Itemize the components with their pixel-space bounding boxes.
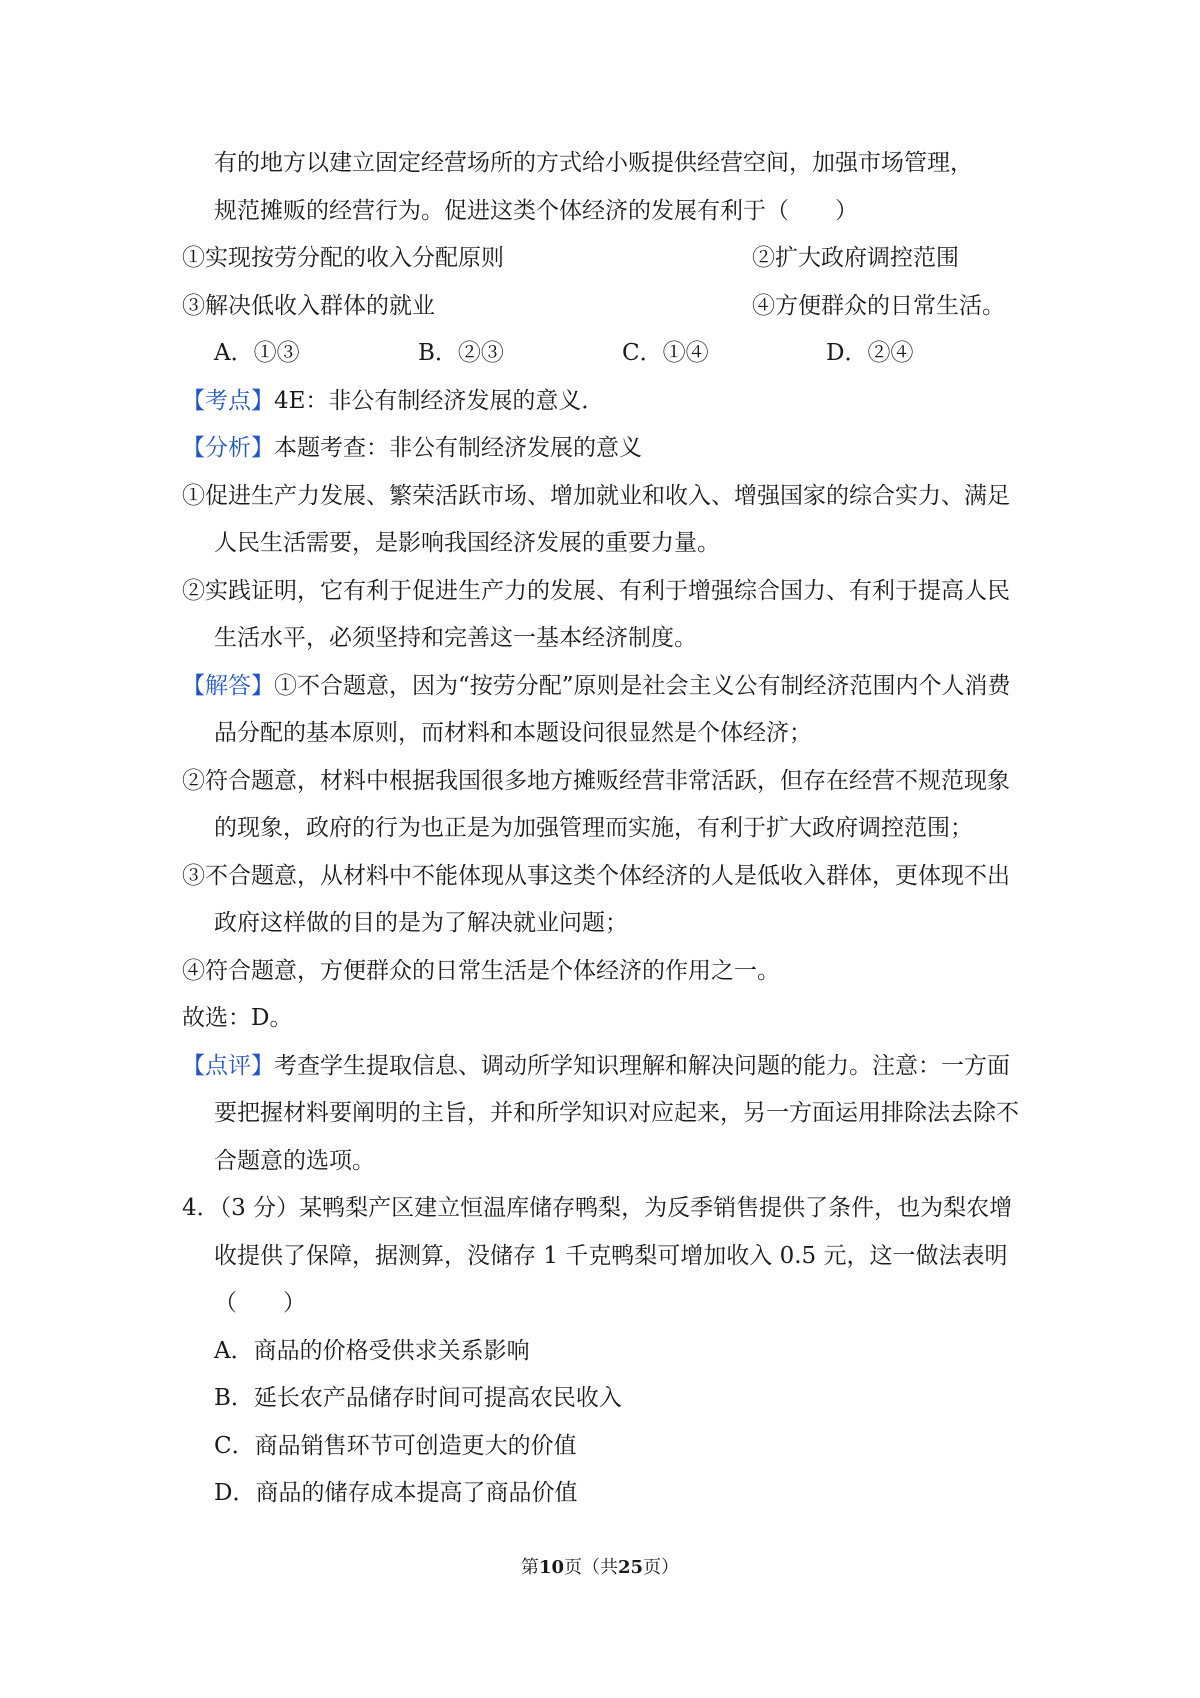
option-d: D．②④ bbox=[826, 340, 914, 366]
jieda-text: ①不合题意，因为“按劳分配”原则是社会主义公有制经济范围内个人消费品分配的基本原则，而材料和本题设问很显然是个体经济； bbox=[214, 672, 1011, 746]
fenxi-point: ①促进生产力发展、繁荣活跃市场、增加就业和收入、增强国家的综合实力、满足人民生活需要，是影响我国经济发展的重要力量。 bbox=[182, 482, 1010, 556]
kaodian-section bbox=[182, 378, 1030, 426]
page-content bbox=[182, 140, 1030, 1518]
question-stem-line: 规范摊贩的经营行为。促进这类个体经济的发展有利于（ ） bbox=[214, 197, 858, 224]
fenxi-point: ②实践证明，它有利于促进生产力的发展、有利于增强综合国力、有利于提高人民生活水平，必须坚持和完善这一基本经济制度。 bbox=[182, 577, 1010, 651]
dianping-tag: 【点评】 bbox=[182, 1052, 274, 1079]
option-b: B．②③ bbox=[418, 340, 504, 366]
q4-option-b: B．延长农产品储存时间可提高农民收入 bbox=[214, 1385, 622, 1411]
question-4-stem: 4．（3 分）某鸭梨产区建立恒温库储存鸭梨，为反季销售提供了条件，也为梨农增收提供了保障，据测算，没储存 1 千克鸭梨可增加收入 0.5 元，这一做法表明（ ） bbox=[182, 1195, 1013, 1316]
footer-mid: 页（共 bbox=[564, 1557, 618, 1578]
footer-total-pages: 25 bbox=[618, 1557, 644, 1578]
fenxi-section bbox=[182, 425, 1030, 473]
statement-3: ③解决低收入群体的就业 bbox=[182, 292, 435, 319]
fenxi-text: 本题考查：非公有制经济发展的意义 bbox=[274, 435, 642, 461]
answer-options bbox=[182, 330, 1030, 378]
question-stem-line: 有的地方以建立固定经营场所的方式给小贩提供经营空间，加强市场管理， bbox=[214, 150, 973, 176]
statement-row bbox=[182, 283, 1030, 331]
fenxi-tag: 【分析】 bbox=[182, 435, 274, 461]
footer-page-number: 10 bbox=[538, 1557, 564, 1578]
q4-option-c: C．商品销售环节可创造更大的价值 bbox=[214, 1432, 577, 1459]
jieda-point: ④符合题意，方便群众的日常生活是个体经济的作用之一。 bbox=[182, 957, 780, 984]
kaodian-text: 4E：非公有制经济发展的意义． bbox=[274, 387, 605, 414]
answer-line: 故选：D。 bbox=[182, 1005, 293, 1031]
statement-4: ④方便群众的日常生活。 bbox=[752, 292, 1005, 319]
dianping-text: 考查学生提取信息、调动所学知识理解和解决问题的能力。注意：一方面要把握材料要阐明的主旨，并和所学知识对应起来，另一方面运用排除法去除不合题意的选项。 bbox=[214, 1052, 1019, 1174]
footer-pre: 第 bbox=[520, 1557, 539, 1578]
jieda-point: ②符合题意，材料中根据我国很多地方摊贩经营非常活跃，但存在经营不规范现象的现象，政府的行为也正是为加强管理而实施，有利于扩大政府调控范围； bbox=[182, 767, 1010, 841]
q4-option-d: D．商品的储存成本提高了商品价值 bbox=[214, 1480, 578, 1506]
jieda-point: ③不合题意，从材料中不能体现从事这类个体经济的人是低收入群体，更体现不出政府这样做的目的是为了解决就业问题； bbox=[182, 862, 1010, 936]
option-c: C．①④ bbox=[622, 340, 709, 366]
option-a: A．①③ bbox=[214, 340, 300, 366]
dianping-section bbox=[182, 1043, 1030, 1186]
footer-post: 页） bbox=[643, 1557, 680, 1578]
jieda-section bbox=[182, 663, 1030, 758]
page-footer bbox=[0, 1553, 1200, 1579]
statement-1: ①实现按劳分配的收入分配原则 bbox=[182, 245, 504, 271]
kaodian-tag: 【考点】 bbox=[182, 387, 274, 414]
jieda-tag: 【解答】 bbox=[182, 672, 274, 699]
q4-option-a: A．商品的价格受供求关系影响 bbox=[214, 1337, 530, 1364]
statement-2: ②扩大政府调控范围 bbox=[752, 245, 959, 271]
statement-row bbox=[182, 235, 1030, 283]
